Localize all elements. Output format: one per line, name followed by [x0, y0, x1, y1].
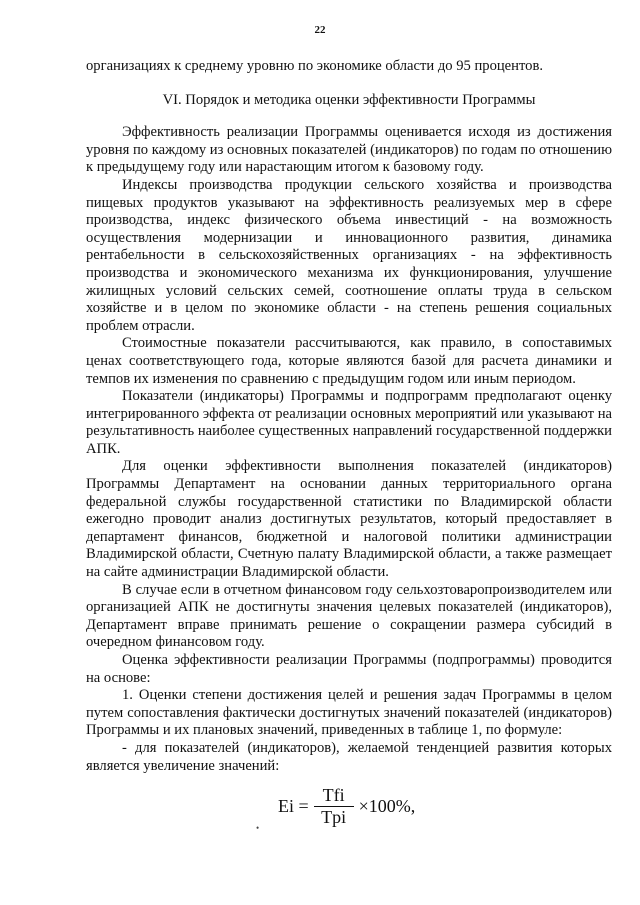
formula-rhs: ×100%, — [358, 795, 416, 816]
paragraph-5: Для оценки эффективности выполнения показателей (индикаторов) Программы Департамент на основании данных территориального органа федеральной службы государственной статистики по Владимирской области ежегодно проводит анализ достигнутых результатов, который предоставляет в департамент финансов, бюджетной и налоговой политики администрации Владимирской области, Счетную палату Владимирской области, а также размещает на сайте администрации Владимирской области. — [86, 458, 612, 581]
scan-mark: • — [256, 823, 260, 833]
section-title: VI. Порядок и методика оценки эффективности Программы — [162, 91, 536, 108]
paragraph-7: Оценка эффективности реализации Программы (подпрограммы) проводится на основе: — [86, 652, 612, 686]
paragraph-9: - для показателей (индикаторов), желаемой тенденцией развития которых является увеличение значений: — [86, 739, 612, 774]
efficiency-formula — [278, 780, 415, 832]
formula-denominator: Tpi — [321, 806, 347, 827]
paragraph-4: Показатели (индикаторы) Программы и подпрограмм предполагают оценку интегрированного эффекта от реализации основных мероприятий или указывают на результативность наиболее существенных направлений государственной поддержки АПК. — [86, 388, 612, 457]
formula-lhs: Ei = — [278, 795, 309, 816]
page-content — [86, 58, 612, 775]
continued-line: организациях к среднему уровню по экономике области до 95 процентов. — [86, 58, 543, 74]
paragraph-1: Эффективность реализации Программы оценивается исходя из достижения уровня по каждому из основных показателей (индикаторов) по годам по отношению к предыдущему году или нарастающим итогом к базовому году. — [86, 124, 612, 176]
paragraph-3: Стоимостные показатели рассчитываются, как правило, в сопоставимых ценах соответствующего года, которые являются базой для расчета динамики и темпов их изменения по сравнению с предыдущим годом или иным периодом. — [86, 335, 612, 387]
page-number: 22 — [314, 24, 326, 36]
paragraph-8: 1. Оценки степени достижения целей и решения задач Программы в целом путем сопоставления фактически достигнутых значений показателей (индикаторов) Программы и их плановых значений, приведенных в таблице 1, по формуле: — [86, 687, 612, 739]
formula-numerator: Tfi — [322, 784, 345, 805]
formula-fraction — [314, 785, 354, 828]
paragraph-2: Индексы производства продукции сельского хозяйства и производства пищевых продуктов указывают на эффективность реализуемых мер в сфере производства, индекс физического объема инвестиций - на возможность осуществления модернизации и инновационного развития, динамика рентабельности в сельскохозяйственных организациях - на эффективность производства и экономического механизма их функционирования, улучшение жилищных условий сельских семей, соотношение оплаты труда в сельском хозяйстве и в целом по экономике области - на степень решения социальных проблем отрасли. — [86, 176, 612, 334]
paragraph-6: В случае если в отчетном финансовом году сельхозтоваропроизводителем или организацией АПК не достигнуты значения целевых показателей (индикаторов), Департамент вправе принимать решение о сокращении размера субсидий в очередном финансовом году. — [86, 581, 612, 651]
